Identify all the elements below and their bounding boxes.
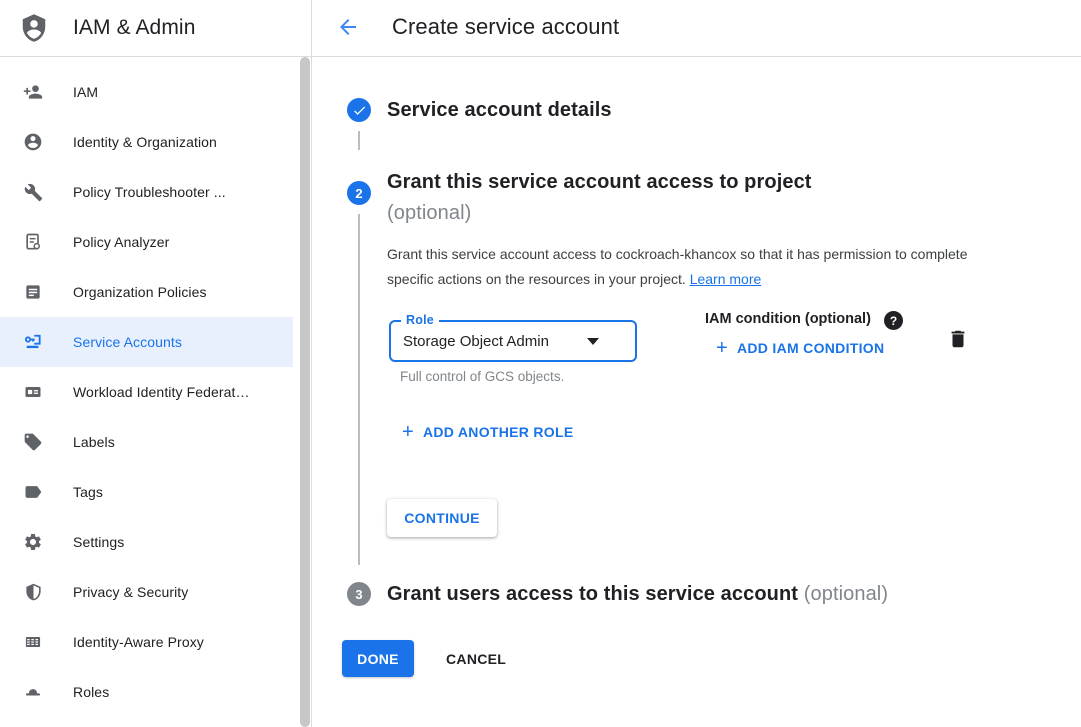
step2-description-text: Grant this service account access to cockroach-khancox so that it has permission to complete specific actions on the resources in your project.: [387, 246, 968, 287]
sidebar-item-identity-organization[interactable]: [0, 117, 293, 167]
proxy-icon: [23, 632, 43, 652]
iam-admin-shield-icon: [19, 11, 49, 45]
sidebar-item-label: Settings: [73, 534, 125, 550]
wrench-icon: [23, 182, 43, 202]
sidebar-item-label: Organization Policies: [73, 284, 207, 300]
plus-icon: +: [402, 421, 414, 443]
chevron-down-icon: [587, 338, 599, 345]
step3-number-badge: [347, 582, 371, 606]
delete-role-icon[interactable]: [947, 328, 969, 350]
label-tag-icon: [23, 432, 43, 452]
app-title: IAM & Admin: [73, 16, 196, 39]
workload-identity-icon: [23, 382, 43, 402]
add-another-role-label: ADD ANOTHER ROLE: [422, 424, 574, 440]
sidebar-item-privacy-security[interactable]: [0, 567, 293, 617]
sidebar-item-label: Labels: [73, 434, 115, 450]
sidebar-item-label: Privacy & Security: [73, 584, 189, 600]
shield-half-icon: [23, 582, 43, 602]
identity-icon: [23, 132, 43, 152]
sidebar: [0, 57, 293, 727]
tag-arrow-icon: [23, 482, 43, 502]
arrow-back-icon[interactable]: [336, 15, 360, 39]
role-select-value: Storage Object Admin: [403, 332, 549, 350]
step3-number: 3: [355, 586, 363, 602]
step2-description: [387, 242, 985, 292]
step2-number-badge: [347, 181, 371, 205]
sidebar-item-label: Policy Troubleshooter ...: [73, 184, 226, 200]
add-another-role-button[interactable]: [402, 422, 574, 442]
continue-button[interactable]: CONTINUE: [387, 499, 497, 537]
sidebar-item-labels[interactable]: [0, 417, 293, 467]
sidebar-item-roles[interactable]: [0, 667, 293, 717]
org-policies-icon: [23, 282, 43, 302]
sidebar-item-workload-identity-federation[interactable]: [0, 367, 293, 417]
service-account-key-icon: [23, 332, 43, 352]
step1-title: Service account details: [387, 99, 612, 121]
help-glyph: ?: [889, 313, 898, 328]
sidebar-item-label: Identity & Organization: [73, 134, 217, 150]
help-icon[interactable]: [884, 311, 903, 330]
page-title: Create service account: [392, 14, 620, 39]
step2-optional-label: (optional): [387, 202, 472, 224]
learn-more-link[interactable]: Learn more: [689, 271, 762, 287]
sidebar-item-identity-aware-proxy[interactable]: [0, 617, 293, 667]
step2-number: 2: [355, 185, 363, 201]
sidebar-item-service-accounts[interactable]: [0, 317, 293, 367]
sidebar-item-label: Tags: [73, 484, 103, 500]
check-icon: [352, 103, 367, 118]
sidebar-item-iam[interactable]: [0, 67, 293, 117]
role-select-label: Role: [401, 313, 439, 327]
iam-condition-label: IAM condition (optional): [705, 311, 871, 327]
add-iam-condition-label: ADD IAM CONDITION: [736, 340, 885, 356]
main-panel: [312, 0, 1081, 727]
sidebar-item-organization-policies[interactable]: [0, 267, 293, 317]
step3-title-text: Grant users access to this service account: [387, 583, 799, 605]
hat-icon: [23, 682, 43, 702]
cancel-button[interactable]: CANCEL: [432, 640, 520, 677]
plus-icon: +: [716, 337, 728, 359]
sidebar-scrollbar[interactable]: [300, 57, 310, 727]
sidebar-item-label: IAM: [73, 84, 99, 100]
role-helper-text: Full control of GCS objects.: [400, 369, 565, 384]
person-add-icon: [23, 82, 43, 102]
done-button[interactable]: DONE: [342, 640, 414, 677]
step3-optional-label: (optional): [803, 583, 889, 605]
step3-title: [387, 582, 888, 606]
sidebar-item-policy-troubleshooter[interactable]: [0, 167, 293, 217]
step2-title-text: Grant this service account access to project: [387, 171, 812, 193]
step1-complete-icon: [347, 98, 371, 122]
add-iam-condition-button[interactable]: [716, 338, 884, 358]
sidebar-item-tags[interactable]: [0, 467, 293, 517]
sidebar-item-label: Identity-Aware Proxy: [73, 634, 204, 650]
main-header: [312, 0, 1081, 56]
policy-analyzer-icon: [23, 232, 43, 252]
step-connector: [358, 131, 360, 150]
sidebar-item-label: Service Accounts: [73, 334, 182, 350]
app-header: [0, 0, 311, 56]
role-select[interactable]: [389, 313, 637, 362]
sidebar-item-label: Roles: [73, 684, 110, 700]
step-connector: [358, 214, 360, 565]
sidebar-item-label: Workload Identity Federat…: [73, 384, 250, 400]
sidebar-item-label: Policy Analyzer: [73, 234, 170, 250]
sidebar-item-policy-analyzer[interactable]: [0, 217, 293, 267]
sidebar-item-settings[interactable]: [0, 517, 293, 567]
step2-title: [387, 167, 812, 229]
gear-icon: [23, 532, 43, 552]
